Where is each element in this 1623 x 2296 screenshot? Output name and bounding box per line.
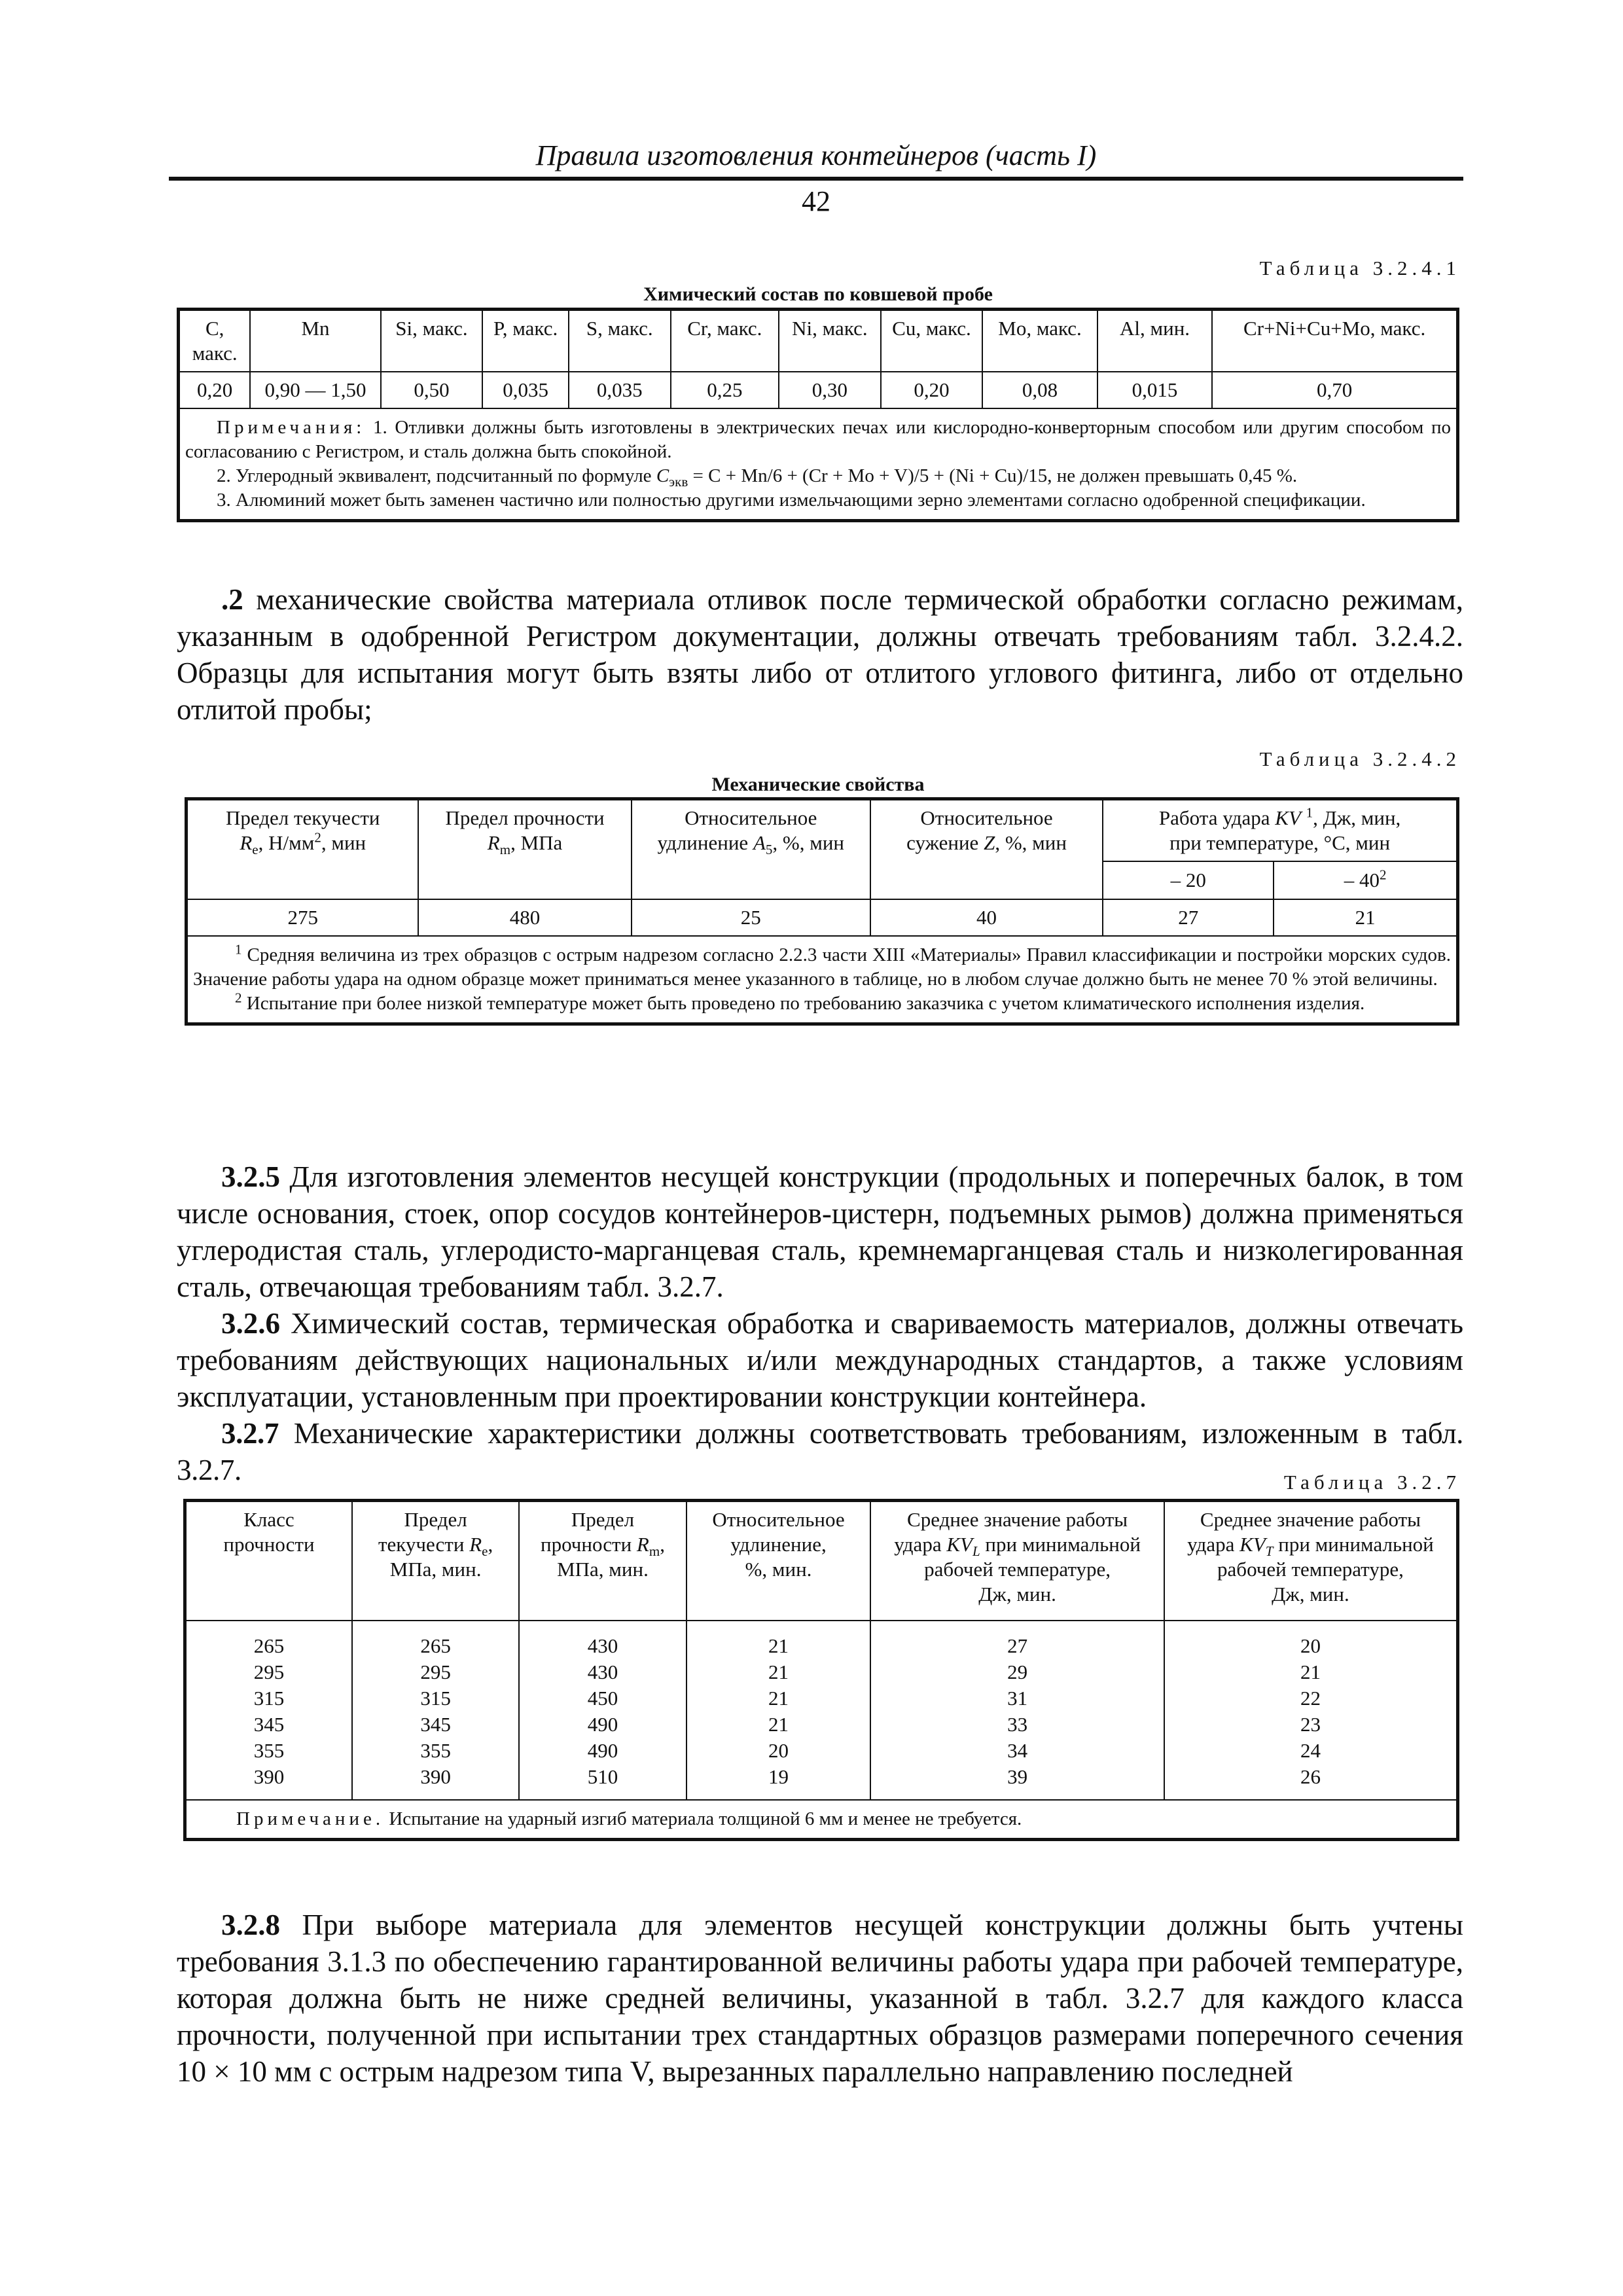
column-kvt <box>1164 1621 1458 1800</box>
table-cell: 265 <box>253 1634 285 1657</box>
header-text: Класс <box>243 1508 294 1531</box>
table-cell: 21 <box>768 1713 789 1736</box>
header-text: при минимальной <box>980 1533 1141 1556</box>
note-2-formula: = C + Mn/6 + (Cr + Mo + V)/5 + (Ni + Cu)/15, не должен превышать 0,45 %. <box>688 465 1298 486</box>
table-cell: 0,20 <box>881 372 983 408</box>
unit: , Н/мм <box>258 831 315 854</box>
footnote-text: Испытание при более низкой температуре может быть проведено по требованию заказчика с учетом климатического исполнения изделия. <box>241 993 1365 1014</box>
table-cell: 19 <box>768 1765 789 1788</box>
footnote-mark: 1 <box>235 941 242 958</box>
footnote-text: Средняя величина из трех образцов с острым надрезом согласно 2.2.3 части XIII «Материалы» Правил классификации и постройки морских судов. Значение работы удара на одном образце может приниматься менее указанного в таблице, но в любом случае должно быть не менее 70 % этой величины. <box>193 944 1451 990</box>
table-cell: 390 <box>253 1765 285 1788</box>
table-cell: 23 <box>1300 1713 1321 1736</box>
table-cell: 40 <box>870 899 1103 936</box>
header-text: Предел текучести <box>226 806 380 829</box>
section-number: 3.2.7 <box>221 1417 279 1450</box>
header-yield-strength <box>187 799 419 900</box>
footnote-1 <box>193 943 1451 992</box>
table-cell: 22 <box>1300 1687 1321 1710</box>
section-3-2-5 <box>177 1158 1463 1305</box>
table-cell: 0,25 <box>671 372 779 408</box>
notes-label: Примечания: <box>217 417 366 438</box>
header-cell: S, макс. <box>569 310 671 372</box>
header-text: %, мин. <box>745 1558 812 1581</box>
header-text: МПа, мин. <box>557 1558 649 1581</box>
table-cell: 490 <box>587 1713 618 1736</box>
footnote-mark: 2 <box>235 990 242 1006</box>
table-3-2-4-1 <box>177 308 1459 522</box>
header-rule <box>169 177 1463 181</box>
table-3-2-7-label: Таблица 3.2.7 <box>1283 1471 1461 1494</box>
header-elongation <box>632 799 870 900</box>
table-cell: 295 <box>420 1660 451 1683</box>
section-text: Химический состав, термическая обработка и свариваемость материалов, должны отвечать требованиям действующих национальных и/или международных стандартов, а также условиям эксплуатации, установленным при проектировании конструкции контейнера. <box>177 1307 1463 1413</box>
header-text <box>874 831 1099 855</box>
table-cell: 21 <box>768 1687 789 1710</box>
table-footnotes <box>187 936 1458 1024</box>
table-cell: 0,90 — 1,50 <box>250 372 380 408</box>
symbol: KV <box>1240 1533 1266 1556</box>
section-text: Механические характеристики должны соответствовать требованиям, изложенным в табл. 3.2.7. <box>177 1417 1463 1486</box>
header-cell: Cr, макс. <box>671 310 779 372</box>
table-cell: 0,20 <box>179 372 251 408</box>
header-cell: Si, макс. <box>381 310 483 372</box>
note-1-text: 1. Отливки должны быть изготовлены в электрических печах или кислородно-конверторным способом или другим способом по согласованию с Регистром, и сталь должна быть спокойной. <box>185 417 1451 462</box>
header-text: Предел прочности <box>445 806 605 829</box>
header-text: Относительное <box>920 806 1053 829</box>
header-text: удлинение <box>657 831 753 854</box>
header-tensile-strength <box>418 799 631 900</box>
table-cell: 34 <box>1007 1739 1028 1762</box>
paragraph-2 <box>177 581 1463 728</box>
section-3-2-7 <box>177 1415 1463 1488</box>
table-cell: 33 <box>1007 1713 1028 1736</box>
paragraph-text: механические свойства материала отливок после термической обработки согласно режимам, указанным в одобренной Регистром документации, должны отвечать требованиям табл. 3.2.4.2. Образцы для испытания могут быть взяты либо от отлитого углового фитинга, либо от отдельно отлитой пробы; <box>177 583 1463 726</box>
table-cell: 315 <box>420 1687 451 1710</box>
section-text: Для изготовления элементов несущей конструкции (продольных и поперечных балок, в том числе основания, стоек, опор сосудов контейнеров-цистерн, подъемных рымов) должна применяться углеродистая сталь, углеродисто-марганцевая сталь, кремнемарганцевая сталь и низколегированная сталь, отвечающая требованиям табл. 3.2.7. <box>177 1160 1463 1303</box>
header-cell: C, макс. <box>179 310 251 372</box>
superscript: 2 <box>314 829 321 846</box>
section-number: 3.2.8 <box>221 1909 280 1941</box>
temperature-20: – 20 <box>1103 861 1274 899</box>
symbol: R <box>469 1533 482 1556</box>
header-cell: Al, мин. <box>1097 310 1213 372</box>
formula-symbol: C <box>656 465 669 486</box>
header-cell: Cr+Ni+Cu+Mo, макс. <box>1212 310 1457 372</box>
subscript: T <box>1265 1543 1274 1560</box>
table-cell: 24 <box>1300 1739 1321 1762</box>
header-text: сужение <box>906 831 984 854</box>
table-cell: 39 <box>1007 1765 1028 1788</box>
subscript: L <box>972 1543 980 1560</box>
note-1 <box>185 416 1451 464</box>
symbol: KV <box>1275 806 1301 829</box>
header-reduction <box>870 799 1103 900</box>
footnote-2 <box>193 992 1451 1016</box>
unit: , %, мин <box>995 831 1067 854</box>
column-elongation <box>687 1621 871 1800</box>
header-cell: Mn <box>250 310 380 372</box>
notes-row <box>179 408 1458 521</box>
header-text <box>190 829 415 858</box>
section-number: 3.2.5 <box>221 1160 280 1193</box>
header-text: прочности <box>541 1533 637 1556</box>
header-text: текучести $R_e$, <box>378 1533 493 1560</box>
table-header-row <box>185 1501 1458 1621</box>
header-text: Дж, мин. <box>1272 1583 1349 1605</box>
table-cell: 20 <box>768 1739 789 1762</box>
superscript: 1 <box>1306 804 1313 821</box>
unit: , %, мин <box>772 831 844 854</box>
header-text: Относительное <box>712 1508 845 1531</box>
table-row <box>187 899 1458 936</box>
table-cell: 21 <box>768 1660 789 1683</box>
table-note <box>185 1800 1458 1840</box>
subscript: e <box>482 1543 488 1560</box>
temperature-40 <box>1274 861 1457 899</box>
section-text: При выборе материала для элементов несущей конструкции должны быть учтены требования 3.1.3 по обеспечению гарантированной величины работы удара при рабочей температуре, которая должна быть не ниже средней величины, указанной в табл. 3.2.7 для каждого класса прочности, полученной при испытании трех стандартных образцов размерами поперечного сечения 10 × 10 мм с острым надрезом типа V, вырезанных параллельно направлению последней <box>177 1909 1463 2088</box>
page-number: 42 <box>802 185 830 217</box>
table-cell: 29 <box>1007 1660 1028 1683</box>
subscript: 5 <box>765 842 773 858</box>
table-3-2-7 <box>183 1499 1459 1841</box>
header-elongation <box>687 1501 871 1621</box>
symbol: R <box>487 831 500 854</box>
symbol: R <box>240 831 253 854</box>
note-3: 3. Алюминий может быть заменен частично или полностью другими измельчающими зерно элементами согласно одобренной спецификации. <box>217 490 1366 511</box>
symbol: A <box>753 831 766 854</box>
header-text: Среднее значение работы <box>907 1508 1128 1531</box>
section-3-2-6 <box>177 1305 1463 1415</box>
table-cell: 0,035 <box>482 372 569 408</box>
header-text: прочности $R_m$, <box>541 1533 665 1560</box>
header-text <box>635 831 867 858</box>
table-cell: 390 <box>420 1765 451 1788</box>
table-cell: 27 <box>1007 1634 1028 1657</box>
header-text: Работа удара <box>1158 806 1275 829</box>
table-cell: 480 <box>418 899 631 936</box>
table-cell: 21 <box>1300 1660 1321 1683</box>
table-3-2-4-1-label: Таблица 3.2.4.1 <box>1259 257 1461 279</box>
note-label: Примечание. <box>236 1808 385 1829</box>
subscript: m <box>499 842 511 858</box>
table-cell: 315 <box>253 1687 285 1710</box>
unit: , Дж, мин, <box>1313 806 1401 829</box>
header-text: Предел <box>404 1508 467 1531</box>
header-strength-class <box>185 1501 352 1621</box>
unit: , мин <box>321 831 366 854</box>
table-cell: 295 <box>253 1660 285 1683</box>
table-cell: 275 <box>187 899 419 936</box>
header-text: при минимальной <box>1273 1533 1434 1556</box>
header-impact-energy <box>1103 799 1457 862</box>
table-3-2-4-1-title: Химический состав по ковшевой пробе <box>643 283 993 305</box>
table-cell: 21 <box>1274 899 1457 936</box>
column-class <box>185 1621 352 1800</box>
header-text <box>1168 1532 1454 1560</box>
table-cell: 345 <box>253 1713 285 1736</box>
table-cell: 0,30 <box>779 372 881 408</box>
subscript: m <box>649 1543 660 1560</box>
table-cell: 430 <box>587 1660 618 1683</box>
note-row <box>185 1800 1458 1840</box>
header-text: Предел <box>571 1508 635 1531</box>
table-header-row <box>179 310 1458 372</box>
superscript: 2 <box>1380 867 1387 883</box>
table-cell: 510 <box>587 1765 618 1788</box>
symbol: Z <box>984 831 995 854</box>
header-text: рабочей температуре, <box>1217 1558 1404 1581</box>
section-3-2-8 <box>177 1907 1463 2090</box>
header-text: при температуре, °С, мин <box>1169 831 1391 854</box>
header-impact-kvl <box>870 1501 1164 1621</box>
table-cell: 25 <box>632 899 870 936</box>
header-cell: Mo, макс. <box>982 310 1097 372</box>
temperature-value: – 40 <box>1344 869 1380 891</box>
header-text: удара <box>894 1533 947 1556</box>
table-cell: 21 <box>768 1634 789 1657</box>
header-text <box>1106 806 1454 831</box>
section-number: 3.2.6 <box>221 1307 280 1340</box>
table-cell: 490 <box>587 1739 618 1762</box>
table-cell: 0,015 <box>1097 372 1213 408</box>
table-3-2-4-2-label: Таблица 3.2.4.2 <box>1259 747 1461 770</box>
table-header-row <box>187 799 1458 862</box>
symbol: R <box>636 1533 649 1556</box>
header-text <box>874 1532 1161 1560</box>
table-cell: 430 <box>587 1634 618 1657</box>
table-3-2-4-2 <box>185 797 1459 1026</box>
table-cell: 355 <box>420 1739 451 1762</box>
header-text: Дж, мин. <box>978 1583 1056 1605</box>
subscript: e <box>252 842 259 858</box>
header-cell: Cu, макс. <box>881 310 983 372</box>
table-row <box>179 372 1458 408</box>
table-cell: 31 <box>1007 1687 1028 1710</box>
header-impact-kvt <box>1164 1501 1458 1621</box>
table-cell: 26 <box>1300 1765 1321 1788</box>
note-2-prefix: 2. Углеродный эквивалент, подсчитанный по формуле <box>217 465 656 486</box>
table-cell: 0,50 <box>381 372 483 408</box>
table-cell: 0,08 <box>982 372 1097 408</box>
header-text: рабочей температуре, <box>924 1558 1111 1581</box>
column-kvl <box>870 1621 1164 1800</box>
column-tensile <box>519 1621 686 1800</box>
formula-subscript: экв <box>669 473 688 490</box>
header-text: Среднее значение работы <box>1200 1508 1421 1531</box>
table-data-row <box>185 1621 1458 1800</box>
header-text: Относительное <box>685 806 817 829</box>
symbol: KV <box>946 1533 972 1556</box>
header-text: удлинение, <box>730 1533 827 1556</box>
header-yield-strength <box>352 1501 519 1621</box>
header-cell: P, макс. <box>482 310 569 372</box>
table-cell: 355 <box>253 1739 285 1762</box>
note-2 <box>185 464 1451 488</box>
table-cell: 20 <box>1300 1634 1321 1657</box>
table-cell: 0,035 <box>569 372 671 408</box>
sections-325-327 <box>177 1158 1463 1488</box>
header-text: МПа, мин. <box>389 1558 482 1581</box>
column-yield <box>352 1621 519 1800</box>
header-cell: Ni, макс. <box>779 310 881 372</box>
header-text <box>421 831 628 858</box>
header-tensile-strength <box>519 1501 686 1621</box>
table-cell: 27 <box>1103 899 1274 936</box>
table-cell: 0,70 <box>1212 372 1457 408</box>
header-text: прочности <box>223 1533 315 1556</box>
header-text: удара <box>1187 1533 1240 1556</box>
table-cell: 265 <box>420 1634 451 1657</box>
paragraph-number: .2 <box>221 583 243 616</box>
footnotes-row <box>187 936 1458 1024</box>
header-text: текучести <box>378 1533 470 1556</box>
running-header: Правила изготовления контейнеров (часть I) <box>535 139 1097 171</box>
table-cell: 450 <box>587 1687 618 1710</box>
table-3-2-4-2-title: Механические свойства <box>711 774 925 795</box>
unit: , МПа <box>510 831 563 854</box>
note-text: Испытание на ударный изгиб материала толщиной 6 мм и менее не требуется. <box>384 1808 1022 1829</box>
table-notes <box>179 408 1458 521</box>
table-cell: 345 <box>420 1713 451 1736</box>
